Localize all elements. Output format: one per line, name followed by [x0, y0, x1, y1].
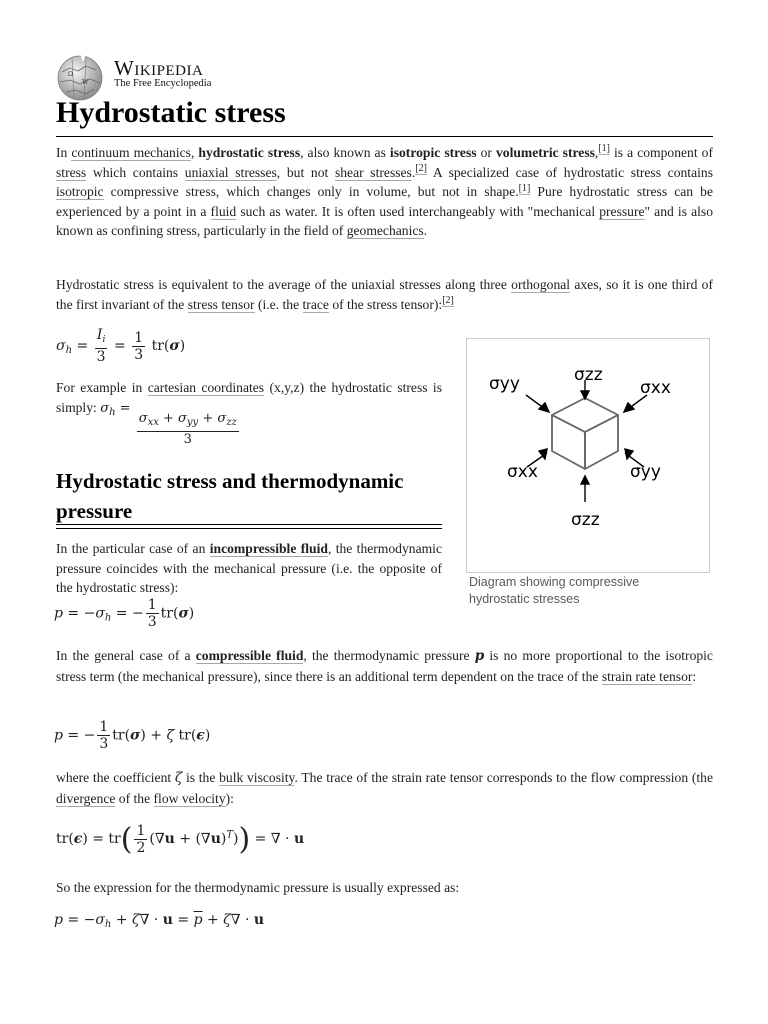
section-divider-2 — [56, 528, 442, 529]
wikipedia-wordmark[interactable]: Wikipedia — [114, 56, 204, 80]
svg-text:W: W — [82, 79, 89, 86]
formula-hydrostatic-stress: $\sigma_h$ = $\frac{I_i}{3}$ = $\frac{1}{3}$ tr(σ) — [56, 327, 186, 365]
bulk-viscosity-paragraph: where the coefficient ζ is the bulk viscosity. The trace of the strain rate tensor corresponds to the flow compression (the divergence of the flow velocity): — [56, 770, 713, 806]
link-bulk-viscosity[interactable]: bulk viscosity — [219, 770, 295, 785]
figure-frame[interactable] — [466, 338, 710, 573]
link-continuum-mechanics[interactable]: continuum mechanics — [71, 145, 191, 160]
figure-caption: Diagram showing compressive hydrostatic stresses — [469, 575, 640, 606]
ref-1[interactable]: [1] — [598, 143, 610, 155]
label-sxx-right: σxx — [640, 378, 671, 398]
link-isotropic[interactable]: isotropic — [56, 184, 104, 200]
label-syy-left: σyy — [489, 374, 520, 394]
link-uniaxial-stresses[interactable]: uniaxial stresses — [184, 164, 277, 180]
label-szz-top: σzz — [574, 365, 603, 385]
equivalence-paragraph: Hydrostatic stress is equivalent to the average of the uniaxial stresses along three orthogonal axes, so it is one third of the first invariant of the stress tensor (i.e. the trace of the stress tensor):[2] — [56, 277, 713, 312]
link-stress-tensor[interactable]: stress tensor — [187, 296, 255, 312]
link-flow-velocity[interactable]: flow velocity — [153, 790, 226, 806]
link-strain-rate-tensor[interactable]: strain rate tensor — [601, 668, 693, 684]
formula-incompressible-pressure: $p = -\sigma_h$ = − $\frac{1}{3}$ tr(σ) — [54, 597, 195, 630]
link-divergence[interactable]: divergence — [56, 790, 116, 806]
wikipedia-globe-logo[interactable] — [56, 54, 104, 102]
ref-1-b[interactable]: [1] — [518, 182, 531, 194]
label-sxx-left: σxx — [507, 462, 538, 482]
link-incompressible-fluid[interactable]: incompressible fluid — [209, 541, 328, 556]
compressible-paragraph: In the general case of a compressible fluid, the thermodynamic pressure p is no more proportional to the isotropic stress term (the mechanical pressure), since there is an additional term dependent on the trace of the strain rate tensor: — [56, 648, 713, 684]
ref-2-b[interactable]: [2] — [442, 295, 454, 307]
ref-2[interactable]: [2] — [415, 163, 427, 175]
hydrostatic-stress-diagram — [467, 339, 709, 572]
label-szz-bottom: σzz — [571, 510, 600, 530]
label-syy-right: σyy — [630, 462, 661, 482]
formula-divergence: tr(ϵ) = tr( $\frac{1}{2}$ $(\nabla u + (\nabla u)^T)$) = ∇ · u — [56, 822, 305, 857]
section-divider — [56, 524, 442, 525]
title-divider — [56, 136, 713, 137]
final-expression-paragraph: So the expression for the thermodynamic pressure is usually expressed as: — [56, 880, 460, 895]
link-fluid[interactable]: fluid — [210, 203, 237, 219]
formula-compressible-pressure: p = − $\frac{1}{3}$ tr(σ) + ζ tr(ϵ) — [54, 719, 211, 752]
intro-paragraph: In continuum mechanics, hydrostatic stress, also known as isotropic stress or volumetric stress,[1] is a component of stress which contains uniaxial stresses, but not shear stresses.[2] A specialized case of hydrostatic stress contains isotropic compressive stress, which changes only in volume, but not in shape.[1] Pure hydrostatic stress can be experienced by a point in a fluid such as water. It is often used interchangeably with "mechanical pressure" and is also known as confining stress, particularly in the field of geomechanics. — [56, 143, 714, 239]
link-cartesian-coordinates[interactable]: cartesian coordinates — [147, 380, 265, 395]
incompressible-paragraph: In the particular case of an incompressible fluid, the thermodynamic pressure coincides with the mechanical pressure (i.e. the opposite of the hydrostatic stress): — [56, 541, 442, 596]
svg-text:Ω: Ω — [68, 71, 73, 78]
link-geomechanics[interactable]: geomechanics — [346, 223, 424, 239]
formula-thermodynamic-pressure: $p = -\sigma_h + \zeta\nabla \cdot u = \overline{p} + \zeta\nabla \cdot u$ — [54, 912, 265, 930]
formula-cartesian: $\sigma_h$ = $\frac{\sigma_{xx} + \sigma_{yy} + \sigma_{zz}}{3}$ — [100, 400, 237, 447]
link-pressure[interactable]: pressure — [599, 203, 645, 219]
link-shear-stresses[interactable]: shear stresses — [334, 164, 412, 180]
wikipedia-tagline: The Free Encyclopedia — [114, 78, 212, 89]
link-trace[interactable]: trace — [302, 296, 329, 312]
page-title: Hydrostatic stress — [56, 96, 286, 129]
section-heading: Hydrostatic stress and thermodynamic pressure — [56, 469, 404, 523]
cartesian-paragraph: For example in cartesian coordinates (x,y,z) the hydrostatic stress is simply: $\sigma_h$ = $\frac{\sigma_{xx} + \sigma_{yy} + \sigma_{zz}}{3}$ — [56, 380, 442, 447]
link-orthogonal[interactable]: orthogonal — [511, 277, 571, 292]
link-stress[interactable]: stress — [56, 164, 87, 180]
link-compressible-fluid[interactable]: compressible fluid — [195, 648, 304, 663]
